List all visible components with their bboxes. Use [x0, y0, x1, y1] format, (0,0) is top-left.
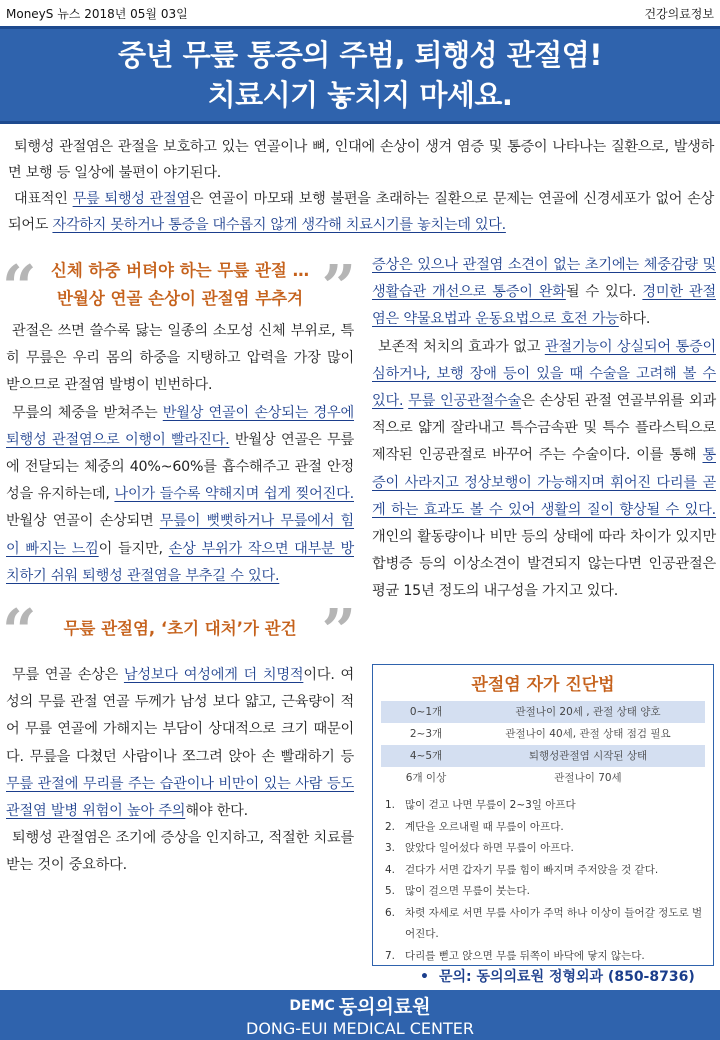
- right-paragraph-1: [372, 252, 716, 334]
- heading-line: 무릎 관절염, ‘초기 대처’가 관건: [63, 619, 297, 639]
- title-line-2: 치료시기 놓치지 마세요.: [207, 78, 513, 112]
- logo-mark: DEMC: [289, 997, 335, 1014]
- list-item: [381, 903, 705, 946]
- contact-text: 문의: 동의의료원 정형외과 (850-8736): [438, 969, 695, 985]
- bullet-icon: •: [420, 969, 429, 985]
- text-run: 이 들지만,: [98, 540, 169, 557]
- item-number: 4.: [385, 863, 396, 876]
- section-1-paragraph-1: 관절은 쓰면 쓸수록 닳는 일종의 소모성 신체 부위로, 특히 무릎은 우리 몸의 하중을 지탱하고 압력을 가장 많이 받으므로 관절염 발병이 빈번하다.: [6, 323, 354, 394]
- count-cell: 2~3개: [381, 723, 471, 745]
- text-run: 이다. 여성의 무릎 관절 연골 두께가 남성 보다 얇고, 근육량이 적어 무릎 연골에 가해지는 부담이 상대적으로 크기 때문이다. 무릎을 다쳤던 사람이나 쪼그려 앉아 손 빨래하기 등: [6, 667, 354, 765]
- highlight-text: 반월상 연골이 손상되는 경우에 퇴행성 관절염으로 이행이 빨라진다.: [6, 404, 355, 448]
- section-1-paragraph-2: [6, 400, 354, 590]
- highlight-text: 무릎 퇴행성 관절염: [72, 191, 190, 207]
- diagnosis-table: [381, 701, 705, 789]
- open-quote-icon: “: [2, 597, 37, 668]
- highlight-text: 관절기능이 상실되어 통증이 심하거나, 보행 장애 등이 있을 때 수술을 고려해 볼 수 있다.: [372, 338, 716, 410]
- highlight-text: 자각하지 못하거나 통증을 대수롭지 않게 생각해 치료시기를 놓치는데 있다.: [52, 217, 506, 233]
- intro: [8, 134, 714, 238]
- news-source: MoneyS 뉴스 2018년 05월 03일: [6, 6, 188, 21]
- text-run: 될 수 있다.: [565, 284, 643, 301]
- highlight-text: 남성보다 여성에게 더 치명적: [123, 667, 304, 684]
- item-text: 많이 걷고 나면 무릎이 2~3일 아프다: [405, 799, 576, 811]
- text-run: 반월상 연골은 무릎에 전달되는 체중의 40%~60%를 흡수해주고 관절 안정성을 유지하는데,: [6, 431, 354, 503]
- symptom-list: [381, 795, 705, 967]
- item-number: 2.: [385, 820, 396, 833]
- title-line-1: 중년 무릎 통증의 주범, 퇴행성 관절염!: [118, 38, 602, 72]
- section-2-paragraph-1: [6, 662, 354, 825]
- hospital-logo: [246, 992, 474, 1038]
- count-cell: 0~1개: [381, 701, 471, 723]
- intro-paragraph-1: 퇴행성 관절염은 관절을 보호하고 있는 연골이나 뼈, 인대에 손상이 생겨 염증 및 통증이 나타나는 질환으로, 발생하면 보행 등 일상에 불편이 야기된다.: [8, 139, 714, 181]
- section-2-paragraph-2: 퇴행성 관절염은 조기에 증상을 인지하고, 적절한 치료를 받는 것이 중요하다.: [6, 830, 354, 874]
- text-run: 하다.: [618, 311, 651, 328]
- right-body: [372, 252, 716, 606]
- table-row: [381, 701, 705, 723]
- highlight-text: 증상은 있으나 관절염 소견이 없는 초기에는 체중감량 및 생활습관 개선으로 통증이 완화: [372, 257, 716, 301]
- text-run: 무릎 연골 손상은: [12, 667, 124, 684]
- item-number: 6.: [385, 906, 396, 919]
- highlight-text: 무릎이 뻣뻣하거나 무릎에서 힘이 빠지는 느낌: [6, 513, 355, 557]
- text-run: 반월상 연골이 손상되면: [6, 513, 160, 530]
- intro-paragraph-2: [8, 186, 714, 238]
- highlight-text: 통증이 사라지고 정상보행이 가능해지며 휘어진 다리를 곧게 하는 효과도 볼 수 있어 생활의 질이 향상될 수 있다.: [372, 447, 716, 518]
- right-paragraph-2: [372, 334, 716, 606]
- list-item: [381, 795, 705, 817]
- section-2-heading: [2, 596, 356, 668]
- heading-line-2: 반월상 연골 손상이 관절염 부추겨: [56, 289, 304, 308]
- item-number: 5.: [385, 885, 396, 897]
- category-label: 건강의료정보: [644, 6, 714, 21]
- close-quote-icon: ”: [321, 253, 356, 323]
- list-item: [381, 838, 705, 860]
- title-banner: [0, 26, 720, 124]
- text-run: 무릎의 체중을 받쳐주는: [12, 404, 163, 421]
- list-item: [381, 817, 705, 839]
- count-cell: 4~5개: [381, 745, 471, 767]
- text-run: 개인의 활동량이나 비만 등의 상태에 따라 차이가 있지만 합병증 등의 이상소견이 발견되지 않는다면 인공관절은 평균 15년 정도의 내구성을 가지고 있다.: [372, 529, 716, 600]
- diagnosis-title: 관절염 자가 진단법: [471, 675, 615, 695]
- open-quote-icon: “: [2, 253, 37, 323]
- close-quote-icon: ”: [321, 597, 356, 668]
- section-1-body: [6, 318, 354, 590]
- table-row: [381, 723, 705, 745]
- section-2-body: [6, 662, 354, 880]
- left-column: [2, 252, 356, 880]
- contact-info: [420, 966, 695, 988]
- logo-row: [289, 992, 430, 1019]
- text-run: 대표적인: [14, 191, 73, 207]
- item-text: 다리를 뻗고 앉으면 무릎 뒤쪽이 바닥에 닿지 않는다.: [405, 949, 645, 962]
- highlight-text: 무릎 관절에 무리를 주는 습관이나 비만이 있는 사람 등도 관절염 발병 위험이 높아 주의: [6, 775, 354, 820]
- footer: [0, 990, 720, 1040]
- text-run: 해야 한다.: [185, 803, 248, 820]
- highlight-text: 손상 부위가 작으면 대부분 방치하기 쉬워 퇴행성 관절염을 부추길 수 있다.: [6, 540, 354, 584]
- highlight-text: 경미한 관절염은 약물요법과 운동요법으로 호전 가능: [372, 284, 716, 328]
- item-number: 7.: [385, 949, 396, 962]
- logo-subtitle: DONG-EUI MEDICAL CENTER: [246, 1019, 474, 1038]
- result-cell: 관절나이 20세 , 관절 상태 양호: [471, 701, 705, 723]
- result-cell: 퇴행성관절염 시작된 상태: [471, 745, 705, 767]
- logo-name: 동의의료원: [338, 996, 431, 1018]
- heading-line-1: 신체 하중 버텨야 하는 무릎 관절 …: [50, 261, 310, 280]
- result-cell: 관절나이 70세: [471, 767, 705, 789]
- text-run: 은 손상된 관절 연골부위를 외과적으로 얇게 잘라내고 특수금속판 및 특수 플라스틱으로 제작된 인공관절로 바꾸어 주는 수술이다. 이를 통해: [372, 393, 716, 464]
- right-column: [372, 252, 716, 606]
- highlight-text: 나이가 들수록 약해지며 쉽게 찢어진다.: [114, 486, 354, 503]
- item-text: 계단을 오르내릴 때 무릎이 아프다.: [405, 820, 564, 833]
- list-item: [381, 860, 705, 882]
- item-text: 앉았다 일어섰다 하면 무릎이 아프다.: [405, 842, 574, 854]
- list-item: [381, 881, 705, 903]
- highlight-text: 무릎 인공관절수술: [408, 393, 522, 410]
- item-text: 차렷 자세로 서면 무릎 사이가 주먹 하나 이상이 들어갈 정도로 벌어진다.: [405, 906, 703, 940]
- top-bar: [0, 0, 720, 26]
- section-1-heading: [2, 252, 356, 323]
- table-row: [381, 767, 705, 789]
- text-run: 보존적 처치의 효과가 없고: [378, 338, 545, 355]
- count-cell: 6개 이상: [381, 767, 471, 789]
- item-text: 많이 걸으면 무릎이 붓는다.: [405, 885, 530, 897]
- result-cell: 관절나이 40세, 관절 상태 점검 필요: [471, 723, 705, 745]
- text-run: 은 연골이 마모돼 보행 불편을 초래하는 질환으로 문제는 연골에 신경세포가 없어 손상되어도: [8, 191, 714, 233]
- table-row: [381, 745, 705, 767]
- list-item: [381, 946, 705, 968]
- item-text: 걷다가 서면 갑자기 무릎 힘이 빠지며 주저앉을 것 같다.: [405, 863, 659, 876]
- self-diagnosis-box: [372, 664, 714, 966]
- item-number: 3.: [385, 842, 396, 854]
- item-number: 1.: [385, 799, 396, 811]
